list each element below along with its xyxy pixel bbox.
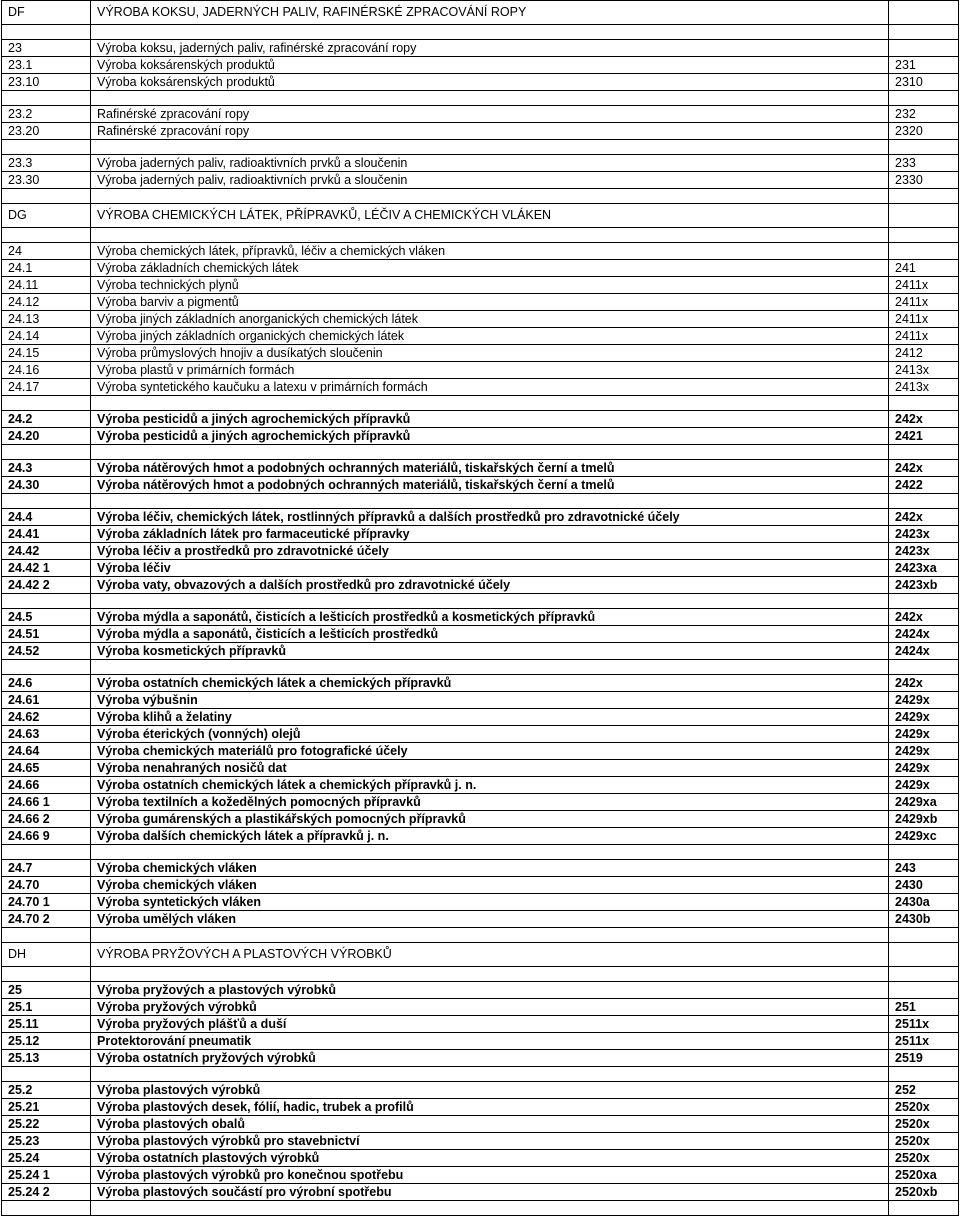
empty-cell xyxy=(889,189,959,204)
empty-cell xyxy=(2,494,91,509)
code-cell: 24.42 2 xyxy=(2,577,91,594)
empty-cell xyxy=(889,967,959,982)
table-row xyxy=(2,460,959,477)
name-cell: Výroba plastových výrobků pro konečnou spotřebu xyxy=(91,1167,889,1184)
table-row xyxy=(2,328,959,345)
empty-cell xyxy=(889,1067,959,1082)
code-cell: 23.2 xyxy=(2,106,91,123)
number-cell: 2429x xyxy=(889,726,959,743)
name-cell: Výroba chemických materiálů pro fotografické účely xyxy=(91,743,889,760)
number-cell: 2520xb xyxy=(889,1184,959,1201)
name-cell: Výroba klihů a želatiny xyxy=(91,709,889,726)
number-cell: 2429x xyxy=(889,743,959,760)
number-cell: 2519 xyxy=(889,1050,959,1067)
number-cell: 2424x xyxy=(889,626,959,643)
classification-table xyxy=(1,0,959,1216)
name-cell: Výroba plastových výrobků pro stavebnictví xyxy=(91,1133,889,1150)
table-row xyxy=(2,560,959,577)
name-cell: Výroba vaty, obvazových a dalších prostředků pro zdravotnické účely xyxy=(91,577,889,594)
name-cell: Výroba kosmetických přípravků xyxy=(91,643,889,660)
name-cell: Výroba plastů v primárních formách xyxy=(91,362,889,379)
code-cell: 24.66 1 xyxy=(2,794,91,811)
code-cell: 24.70 xyxy=(2,877,91,894)
empty-cell xyxy=(91,967,889,982)
spacer-row xyxy=(2,494,959,509)
code-cell: 24.12 xyxy=(2,294,91,311)
number-cell xyxy=(889,40,959,57)
empty-cell xyxy=(91,91,889,106)
empty-cell xyxy=(889,494,959,509)
name-cell: Výroba léčiv a prostředků pro zdravotnické účely xyxy=(91,543,889,560)
code-cell: 24.41 xyxy=(2,526,91,543)
empty-cell xyxy=(2,928,91,943)
empty-cell xyxy=(91,1201,889,1216)
number-cell: 2320 xyxy=(889,123,959,140)
number-cell: 2421 xyxy=(889,428,959,445)
number-cell: 2423x xyxy=(889,526,959,543)
table-row xyxy=(2,1184,959,1201)
name-cell: Výroba základních chemických látek xyxy=(91,260,889,277)
number-cell: 2520xa xyxy=(889,1167,959,1184)
code-cell: 24.42 1 xyxy=(2,560,91,577)
spacer-row xyxy=(2,594,959,609)
spacer-row xyxy=(2,140,959,155)
name-cell: Výroba chemických vláken xyxy=(91,860,889,877)
empty-cell xyxy=(2,594,91,609)
code-cell: 24.4 xyxy=(2,509,91,526)
number-cell: 2423xb xyxy=(889,577,959,594)
table-row xyxy=(2,74,959,91)
name-cell: Rafinérské zpracování ropy xyxy=(91,106,889,123)
number-cell: 2429xc xyxy=(889,828,959,845)
number-cell: 2511x xyxy=(889,1016,959,1033)
section-header-row xyxy=(2,1,959,25)
code-cell: 24.5 xyxy=(2,609,91,626)
empty-cell xyxy=(2,1201,91,1216)
table-row xyxy=(2,777,959,794)
empty-cell xyxy=(889,396,959,411)
spacer-row xyxy=(2,845,959,860)
name-cell: VÝROBA KOKSU, JADERNÝCH PALIV, RAFINÉRSKÉ ZPRACOVÁNÍ ROPY xyxy=(91,1,889,25)
name-cell: Výroba jaderných paliv, radioaktivních prvků a sloučenin xyxy=(91,172,889,189)
empty-cell xyxy=(91,189,889,204)
spacer-row xyxy=(2,928,959,943)
table-row xyxy=(2,509,959,526)
table-row xyxy=(2,726,959,743)
section-header-row xyxy=(2,943,959,967)
name-cell: Výroba plastových součástí pro výrobní spotřebu xyxy=(91,1184,889,1201)
code-cell: 24.51 xyxy=(2,626,91,643)
name-cell: Výroba dalších chemických látek a přípravků j. n. xyxy=(91,828,889,845)
code-cell: 24.61 xyxy=(2,692,91,709)
table-row xyxy=(2,911,959,928)
table-row xyxy=(2,428,959,445)
name-cell: Výroba syntetického kaučuku a latexu v primárních formách xyxy=(91,379,889,396)
spacer-row xyxy=(2,91,959,106)
number-cell xyxy=(889,204,959,228)
code-cell: 24.16 xyxy=(2,362,91,379)
code-cell: 24.13 xyxy=(2,311,91,328)
table-row xyxy=(2,1099,959,1116)
table-row xyxy=(2,811,959,828)
number-cell: 2429x xyxy=(889,692,959,709)
name-cell: Výroba průmyslových hnojiv a dusíkatých sloučenin xyxy=(91,345,889,362)
code-cell: 24.66 xyxy=(2,777,91,794)
name-cell: Výroba gumárenských a plastikářských pomocných přípravků xyxy=(91,811,889,828)
code-cell: 24.15 xyxy=(2,345,91,362)
number-cell: 2430b xyxy=(889,911,959,928)
number-cell: 232 xyxy=(889,106,959,123)
code-cell: 24.30 xyxy=(2,477,91,494)
number-cell: 243 xyxy=(889,860,959,877)
code-cell: 24 xyxy=(2,243,91,260)
number-cell: 2429x xyxy=(889,760,959,777)
table-row xyxy=(2,877,959,894)
number-cell: 2412 xyxy=(889,345,959,362)
name-cell: Výroba pesticidů a jiných agrochemických přípravků xyxy=(91,411,889,428)
number-cell: 242x xyxy=(889,411,959,428)
code-cell: 25.24 xyxy=(2,1150,91,1167)
number-cell: 252 xyxy=(889,1082,959,1099)
code-cell: 25.12 xyxy=(2,1033,91,1050)
empty-cell xyxy=(2,189,91,204)
table-row xyxy=(2,311,959,328)
number-cell: 2422 xyxy=(889,477,959,494)
spacer-row xyxy=(2,1201,959,1216)
name-cell: Výroba pryžových výrobků xyxy=(91,999,889,1016)
number-cell: 251 xyxy=(889,999,959,1016)
number-cell: 2430a xyxy=(889,894,959,911)
code-cell: 25.13 xyxy=(2,1050,91,1067)
table-row xyxy=(2,794,959,811)
spacer-row xyxy=(2,660,959,675)
table-row xyxy=(2,362,959,379)
number-cell: 2429xb xyxy=(889,811,959,828)
name-cell: Výroba pesticidů a jiných agrochemických přípravků xyxy=(91,428,889,445)
empty-cell xyxy=(91,594,889,609)
code-cell: 24.63 xyxy=(2,726,91,743)
code-cell: 23.10 xyxy=(2,74,91,91)
table-row xyxy=(2,1082,959,1099)
name-cell: Výroba textilních a kožedělných pomocných přípravků xyxy=(91,794,889,811)
code-cell: 24.7 xyxy=(2,860,91,877)
name-cell: VÝROBA CHEMICKÝCH LÁTEK, PŘÍPRAVKŮ, LÉČIV A CHEMICKÝCH VLÁKEN xyxy=(91,204,889,228)
number-cell: 2330 xyxy=(889,172,959,189)
code-cell: DG xyxy=(2,204,91,228)
code-cell: 23.30 xyxy=(2,172,91,189)
name-cell: Výroba pryžových a plastových výrobků xyxy=(91,982,889,999)
code-cell: 23.1 xyxy=(2,57,91,74)
number-cell: 231 xyxy=(889,57,959,74)
code-cell: 25.23 xyxy=(2,1133,91,1150)
number-cell: 2429xa xyxy=(889,794,959,811)
table-row xyxy=(2,155,959,172)
empty-cell xyxy=(91,396,889,411)
code-cell: 23.3 xyxy=(2,155,91,172)
name-cell: Výroba nátěrových hmot a podobných ochranných materiálů, tiskařských černí a tmelů xyxy=(91,477,889,494)
table-row xyxy=(2,526,959,543)
empty-cell xyxy=(2,445,91,460)
spacer-row xyxy=(2,1067,959,1082)
empty-cell xyxy=(889,1201,959,1216)
empty-cell xyxy=(889,25,959,40)
number-cell: 2511x xyxy=(889,1033,959,1050)
number-cell: 242x xyxy=(889,609,959,626)
number-cell: 233 xyxy=(889,155,959,172)
code-cell: 25.21 xyxy=(2,1099,91,1116)
number-cell: 2520x xyxy=(889,1116,959,1133)
code-cell: 25.24 1 xyxy=(2,1167,91,1184)
name-cell: Výroba chemických vláken xyxy=(91,877,889,894)
table-row xyxy=(2,123,959,140)
code-cell: 24.70 2 xyxy=(2,911,91,928)
code-cell: 24.66 2 xyxy=(2,811,91,828)
name-cell: Výroba technických plynů xyxy=(91,277,889,294)
code-cell: 25.22 xyxy=(2,1116,91,1133)
empty-cell xyxy=(91,25,889,40)
code-cell: 24.64 xyxy=(2,743,91,760)
empty-cell xyxy=(2,1067,91,1082)
spacer-row xyxy=(2,396,959,411)
empty-cell xyxy=(91,928,889,943)
table-row xyxy=(2,477,959,494)
classification-table-body xyxy=(2,1,959,1216)
name-cell: Výroba nátěrových hmot a podobných ochranných materiálů, tiskařských černí a tmelů xyxy=(91,460,889,477)
number-cell: 2411x xyxy=(889,294,959,311)
name-cell: Výroba léčiv, chemických látek, rostlinných přípravků a dalších prostředků pro zdravotnické účely xyxy=(91,509,889,526)
empty-cell xyxy=(91,140,889,155)
number-cell: 2411x xyxy=(889,328,959,345)
table-row xyxy=(2,40,959,57)
table-row xyxy=(2,692,959,709)
code-cell: 24.62 xyxy=(2,709,91,726)
name-cell: Výroba koksárenských produktů xyxy=(91,74,889,91)
number-cell: 2424x xyxy=(889,643,959,660)
name-cell: Výroba barviv a pigmentů xyxy=(91,294,889,311)
code-cell: 25.1 xyxy=(2,999,91,1016)
code-cell: 24.6 xyxy=(2,675,91,692)
number-cell: 242x xyxy=(889,460,959,477)
code-cell: 24.65 xyxy=(2,760,91,777)
number-cell xyxy=(889,982,959,999)
empty-cell xyxy=(2,396,91,411)
empty-cell xyxy=(2,25,91,40)
table-row xyxy=(2,345,959,362)
code-cell: 24.2 xyxy=(2,411,91,428)
empty-cell xyxy=(2,967,91,982)
section-header-row xyxy=(2,204,959,228)
table-row xyxy=(2,411,959,428)
name-cell: Výroba výbušnin xyxy=(91,692,889,709)
table-row xyxy=(2,609,959,626)
name-cell: Výroba ostatních plastových výrobků xyxy=(91,1150,889,1167)
empty-cell xyxy=(889,660,959,675)
code-cell: 24.20 xyxy=(2,428,91,445)
table-row xyxy=(2,1016,959,1033)
name-cell: VÝROBA PRYŽOVÝCH A PLASTOVÝCH VÝROBKŮ xyxy=(91,943,889,967)
number-cell: 2423xa xyxy=(889,560,959,577)
table-row xyxy=(2,243,959,260)
table-row xyxy=(2,294,959,311)
number-cell: 2430 xyxy=(889,877,959,894)
table-row xyxy=(2,709,959,726)
spacer-row xyxy=(2,189,959,204)
empty-cell xyxy=(2,845,91,860)
number-cell: 242x xyxy=(889,509,959,526)
empty-cell xyxy=(91,660,889,675)
number-cell: 2411x xyxy=(889,311,959,328)
number-cell: 2520x xyxy=(889,1133,959,1150)
number-cell: 2429x xyxy=(889,777,959,794)
number-cell xyxy=(889,243,959,260)
number-cell: 241 xyxy=(889,260,959,277)
number-cell: 2423x xyxy=(889,543,959,560)
code-cell: 24.11 xyxy=(2,277,91,294)
code-cell: 25 xyxy=(2,982,91,999)
number-cell: 242x xyxy=(889,675,959,692)
name-cell: Výroba plastových desek, fólií, hadic, trubek a profilů xyxy=(91,1099,889,1116)
spacer-row xyxy=(2,445,959,460)
table-row xyxy=(2,828,959,845)
number-cell: 2413x xyxy=(889,379,959,396)
empty-cell xyxy=(2,91,91,106)
empty-cell xyxy=(889,91,959,106)
table-row xyxy=(2,1116,959,1133)
code-cell: 24.3 xyxy=(2,460,91,477)
number-cell: 2310 xyxy=(889,74,959,91)
code-cell: 25.11 xyxy=(2,1016,91,1033)
table-row xyxy=(2,894,959,911)
name-cell: Výroba éterických (vonných) olejů xyxy=(91,726,889,743)
table-row xyxy=(2,543,959,560)
table-row xyxy=(2,743,959,760)
name-cell: Výroba koksu, jaderných paliv, rafinérské zpracování ropy xyxy=(91,40,889,57)
code-cell: 24.66 9 xyxy=(2,828,91,845)
number-cell: 2429x xyxy=(889,709,959,726)
code-cell: DH xyxy=(2,943,91,967)
table-row xyxy=(2,675,959,692)
table-row xyxy=(2,106,959,123)
empty-cell xyxy=(91,1067,889,1082)
table-row xyxy=(2,577,959,594)
name-cell: Výroba jiných základních organických chemických látek xyxy=(91,328,889,345)
empty-cell xyxy=(91,228,889,243)
empty-cell xyxy=(889,928,959,943)
number-cell: 2520x xyxy=(889,1099,959,1116)
number-cell xyxy=(889,943,959,967)
name-cell: Výroba ostatních chemických látek a chemických přípravků j. n. xyxy=(91,777,889,794)
table-row xyxy=(2,1150,959,1167)
empty-cell xyxy=(889,228,959,243)
name-cell: Výroba jaderných paliv, radioaktivních prvků a sloučenin xyxy=(91,155,889,172)
table-row xyxy=(2,57,959,74)
name-cell: Výroba chemických látek, přípravků, léčiv a chemických vláken xyxy=(91,243,889,260)
name-cell: Výroba ostatních pryžových výrobků xyxy=(91,1050,889,1067)
code-cell: 23 xyxy=(2,40,91,57)
name-cell: Výroba plastových výrobků xyxy=(91,1082,889,1099)
name-cell: Výroba nenahraných nosičů dat xyxy=(91,760,889,777)
name-cell: Výroba pryžových plášťů a duší xyxy=(91,1016,889,1033)
code-cell: 24.42 xyxy=(2,543,91,560)
name-cell: Výroba koksárenských produktů xyxy=(91,57,889,74)
table-row xyxy=(2,379,959,396)
code-cell: DF xyxy=(2,1,91,25)
empty-cell xyxy=(2,140,91,155)
name-cell: Výroba ostatních chemických látek a chemických přípravků xyxy=(91,675,889,692)
name-cell: Výroba základních látek pro farmaceutické přípravky xyxy=(91,526,889,543)
number-cell: 2411x xyxy=(889,277,959,294)
empty-cell xyxy=(91,445,889,460)
empty-cell xyxy=(91,845,889,860)
table-row xyxy=(2,999,959,1016)
number-cell: 2413x xyxy=(889,362,959,379)
table-row xyxy=(2,860,959,877)
name-cell: Výroba mýdla a saponátů, čisticích a lešticích prostředků a kosmetických přípravků xyxy=(91,609,889,626)
code-cell: 24.1 xyxy=(2,260,91,277)
empty-cell xyxy=(889,594,959,609)
code-cell: 24.14 xyxy=(2,328,91,345)
name-cell: Výroba umělých vláken xyxy=(91,911,889,928)
empty-cell xyxy=(91,494,889,509)
empty-cell xyxy=(889,845,959,860)
code-cell: 24.52 xyxy=(2,643,91,660)
table-row xyxy=(2,643,959,660)
table-row xyxy=(2,260,959,277)
empty-cell xyxy=(889,140,959,155)
table-row xyxy=(2,760,959,777)
table-row xyxy=(2,1050,959,1067)
spacer-row xyxy=(2,228,959,243)
name-cell: Rafinérské zpracování ropy xyxy=(91,123,889,140)
table-row xyxy=(2,1167,959,1184)
table-row xyxy=(2,982,959,999)
table-row xyxy=(2,172,959,189)
code-cell: 25.24 2 xyxy=(2,1184,91,1201)
empty-cell xyxy=(2,660,91,675)
table-row xyxy=(2,277,959,294)
name-cell: Výroba syntetických vláken xyxy=(91,894,889,911)
name-cell: Výroba plastových obalů xyxy=(91,1116,889,1133)
code-cell: 23.20 xyxy=(2,123,91,140)
spacer-row xyxy=(2,25,959,40)
empty-cell xyxy=(2,228,91,243)
code-cell: 24.70 1 xyxy=(2,894,91,911)
spacer-row xyxy=(2,967,959,982)
name-cell: Výroba mýdla a saponátů, čisticích a lešticích prostředků xyxy=(91,626,889,643)
name-cell: Protektorování pneumatik xyxy=(91,1033,889,1050)
code-cell: 24.17 xyxy=(2,379,91,396)
code-cell: 25.2 xyxy=(2,1082,91,1099)
table-row xyxy=(2,1033,959,1050)
number-cell: 2520x xyxy=(889,1150,959,1167)
empty-cell xyxy=(889,445,959,460)
table-row xyxy=(2,626,959,643)
name-cell: Výroba léčiv xyxy=(91,560,889,577)
name-cell: Výroba jiných základních anorganických chemických látek xyxy=(91,311,889,328)
table-row xyxy=(2,1133,959,1150)
number-cell xyxy=(889,1,959,25)
